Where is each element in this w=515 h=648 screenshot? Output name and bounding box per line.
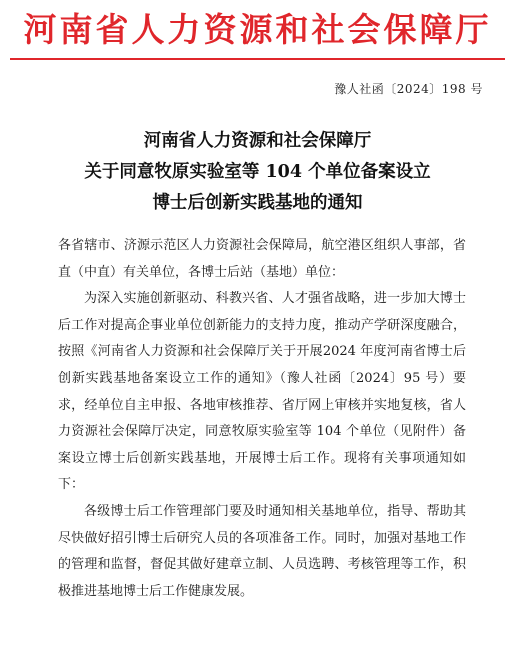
document-number: 豫人社函〔2024〕198 号 bbox=[334, 82, 483, 96]
document-title bbox=[0, 126, 515, 219]
letterhead-red-rule bbox=[10, 58, 505, 60]
body-paragraph: 为深入实施创新驱动、科教兴省、人才强省战略，进一步加大博士后工作对提高企事业单位创新能力的支持力度，推动产学研深度融合，按照《河南省人力资源和社会保障厅关于开展2024 年度河南省博士后创新实践基地备案设立工作的通知》（豫人社函〔2024〕95 号）要求，经单位自主申报、各地审核推荐、省厅网上审核并实地复核，省人力资源社会保障厅决定，同意牧原实验室等 104 个单位（见附件）备案设立博士后创新实践基地，开展博士后工作。现将有关事项通知如下： bbox=[58, 291, 466, 493]
document-body bbox=[58, 233, 466, 605]
title-line: 博士后创新实践基地的通知 bbox=[152, 193, 363, 213]
addressee: 各省辖市、济源示范区人力资源社会保障局，航空港区组织人事部，省直（中直）有关单位，各博士后站（基地）单位： bbox=[58, 238, 466, 280]
title-line: 河南省人力资源和社会保障厅 bbox=[143, 131, 372, 151]
title-line: 关于同意牧原实验室等 104 个单位备案设立 bbox=[84, 162, 431, 182]
agency-letterhead: 河南省人力资源和社会保障厅 bbox=[23, 10, 492, 49]
body-paragraph: 各级博士后工作管理部门要及时通知相关基地单位，指导、帮助其尽快做好招引博士后研究人员的各项准备工作。同时，加强对基地工作的管理和监督，督促其做好建章立制、人员选聘、考核管理等工作，积极推进基地博士后工作健康发展。 bbox=[58, 503, 466, 599]
